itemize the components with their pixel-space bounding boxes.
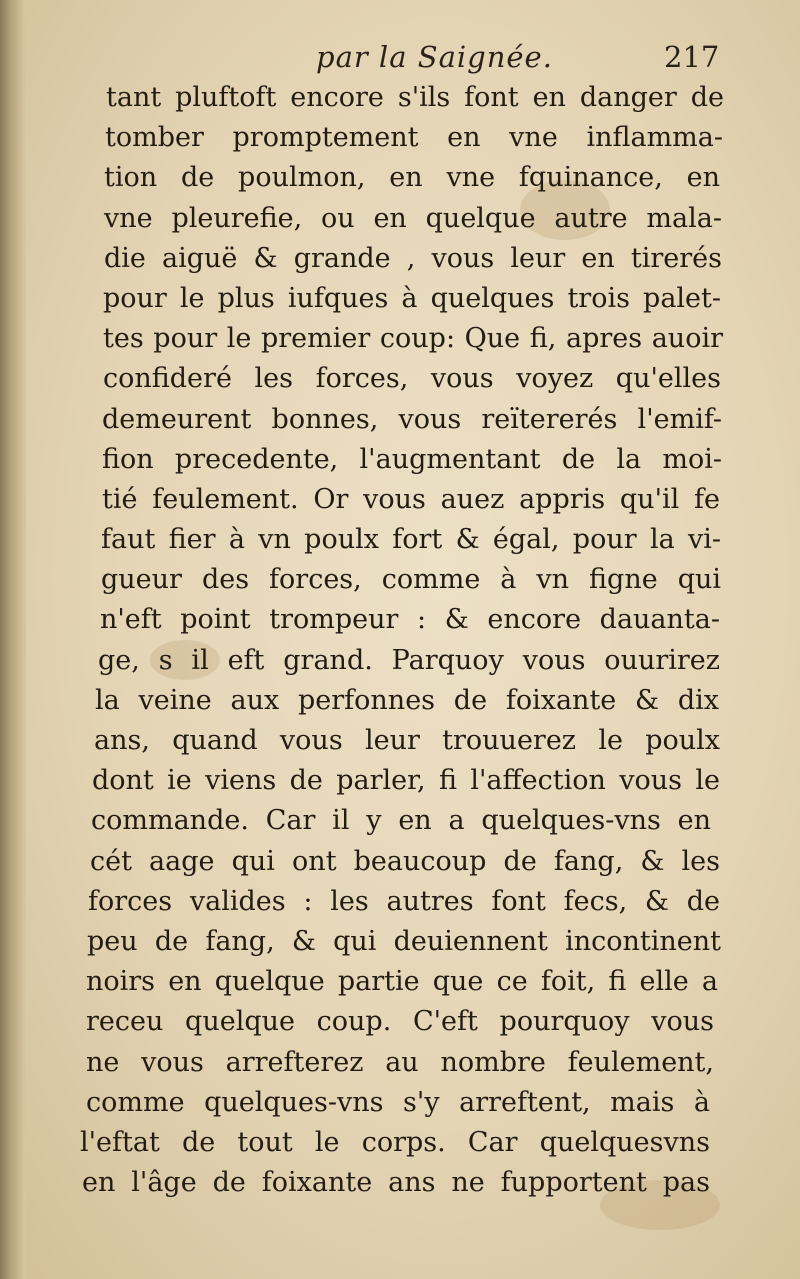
text-line: dont ie viens de parler, fi l'affection vous le: [92, 765, 720, 797]
text-line: en l'âge de foixante ans ne fupportent pas: [82, 1167, 710, 1199]
body-text: [80, 78, 726, 1203]
running-head: par la Saignée.: [316, 40, 553, 74]
text-line: forces valides : les autres font fecs, & de: [88, 885, 720, 917]
text-line: pour le plus iufques à quelques trois palet-: [103, 282, 721, 314]
text-line: confideré les forces, vous voyez qu'elles: [103, 363, 721, 395]
text-line: gueur des forces, comme à vn figne qui: [101, 564, 721, 596]
text-line: ans, quand vous leur trouuerez le poulx: [94, 725, 720, 756]
text-line: commande. Car il y en a quelques-vns en: [91, 805, 711, 837]
text-line: fion precedente, l'augmentant de la moi-: [102, 443, 722, 475]
text-line: die aiguë & grande , vous leur en tirerés: [104, 242, 722, 274]
page-number: 217: [664, 40, 720, 74]
text-line: comme quelques-vns s'y arreftent, mais à: [86, 1086, 710, 1118]
text-line: n'eft point trompeur : & encore dauanta-: [100, 604, 720, 636]
text-line: ne vous arrefterez au nombre feulement,: [86, 1046, 714, 1078]
text-line: tes pour le premier coup: Que fi, apres auoir: [103, 323, 723, 355]
text-line: peu de fang, & qui deuiennent incontinent: [87, 925, 721, 957]
text-line: vne pleurefie, ou en quelque autre mala-: [104, 202, 722, 234]
text-line: la veine aux perfonnes de foixante & dix: [95, 684, 719, 716]
text-line: faut fier à vn poulx fort & égal, pour la vi-: [101, 524, 721, 556]
page-gutter: [0, 0, 26, 1279]
text-line: tié feulement. Or vous auez appris qu'il fe: [102, 483, 720, 515]
text-line: ge, s il eft grand. Parquoy vous ouurirez: [98, 644, 720, 676]
text-line: receu quelque coup. C'eft pourquoy vous: [86, 1006, 714, 1038]
text-line: l'eftat de tout le corps. Car quelquesvns: [80, 1126, 710, 1158]
text-line: cét aage qui ont beaucoup de fang, & les: [90, 845, 720, 877]
text-line: noirs en quelque partie que ce foit, fi elle a: [86, 966, 718, 998]
text-line: tomber promptement en vne inflamma-: [105, 122, 723, 154]
text-line: tion de poulmon, en vne fquinance, en: [104, 162, 720, 194]
text-line: demeurent bonnes, vous reïtererés l'emif-: [102, 403, 722, 435]
text-line: tant pluftoft encore s'ils font en danger de: [106, 82, 724, 113]
